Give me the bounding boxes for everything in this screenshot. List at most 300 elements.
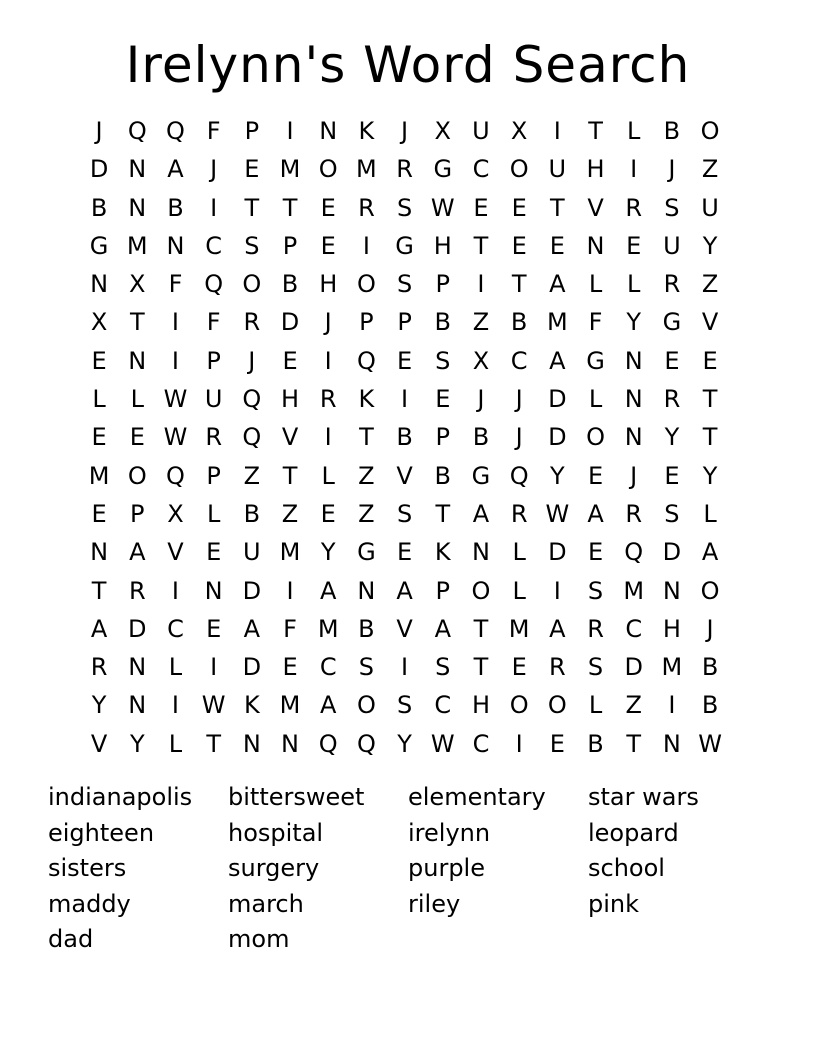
grid-letter: U xyxy=(548,155,567,184)
grid-letter: T xyxy=(702,423,718,452)
grid-letter: G xyxy=(586,346,605,375)
grid-letter: Y xyxy=(702,231,718,260)
grid-letter: S xyxy=(664,193,680,222)
grid-letter: E xyxy=(282,346,298,375)
grid-letter: Y xyxy=(664,423,680,452)
grid-letter: C xyxy=(205,231,223,260)
grid-letter: T xyxy=(435,499,451,528)
grid-letter: H xyxy=(662,614,681,643)
grid-letter: Q xyxy=(166,117,185,145)
grid-letter: O xyxy=(356,691,376,720)
grid-letter: L xyxy=(627,117,641,145)
grid-letter: N xyxy=(128,691,147,720)
word-list-item: star wars xyxy=(588,783,699,811)
grid-letter: T xyxy=(129,308,145,337)
grid-letter: T xyxy=(702,385,718,414)
grid-letter: O xyxy=(509,155,529,184)
grid-letter: N xyxy=(90,538,109,567)
grid-letter: B xyxy=(434,308,452,337)
grid-letter: J xyxy=(210,155,218,184)
grid-letter: E xyxy=(320,231,336,260)
grid-letter: N xyxy=(281,729,299,758)
grid-letter: E xyxy=(549,729,565,758)
grid-letter: E xyxy=(702,346,718,375)
grid-letter: N xyxy=(242,729,261,758)
grid-letter: N xyxy=(128,155,147,184)
grid-letter: A xyxy=(167,155,184,184)
grid-letter: N xyxy=(357,576,376,605)
word-list-item: indianapolis xyxy=(48,783,193,811)
grid-letter: E xyxy=(435,385,451,414)
grid-letter: L xyxy=(168,653,183,682)
grid-letter: T xyxy=(473,231,489,260)
grid-letter: I xyxy=(553,576,561,605)
grid-letter: Y xyxy=(702,461,718,490)
word-list-item: irelynn xyxy=(408,818,491,847)
grid-letter: T xyxy=(626,729,642,758)
grid-letter: E xyxy=(664,461,680,490)
grid-letter: U xyxy=(472,117,490,145)
grid-letter: R xyxy=(587,614,604,643)
grid-letter: Z xyxy=(281,499,299,528)
grid-letter: F xyxy=(588,308,603,337)
grid-letter: U xyxy=(243,538,261,567)
grid-letter: I xyxy=(171,308,179,337)
grid-letter: I xyxy=(324,423,332,452)
grid-letter: G xyxy=(471,461,491,490)
grid-letter: N xyxy=(166,231,185,260)
grid-letter: B xyxy=(701,653,719,682)
grid-letter: S xyxy=(435,346,451,375)
grid-letter: W xyxy=(545,499,570,528)
grid-letter: S xyxy=(358,653,375,682)
grid-letter: D xyxy=(548,385,567,414)
word-list-item: sisters xyxy=(48,854,127,882)
grid-letter: C xyxy=(625,614,643,643)
grid-letter: V xyxy=(587,193,604,222)
grid-letter: B xyxy=(358,614,375,643)
grid-letter: U xyxy=(204,385,223,414)
grid-letter: Z xyxy=(701,155,719,184)
grid-letter: Q xyxy=(624,538,644,567)
grid-letter: P xyxy=(206,461,221,490)
grid-letter: V xyxy=(396,461,413,490)
grid-letter: S xyxy=(435,653,451,682)
word-list-item: surgery xyxy=(228,854,320,882)
grid-letter: B xyxy=(90,193,108,222)
word-list-item: mom xyxy=(228,925,290,953)
grid-letter: R xyxy=(396,155,413,184)
grid-letter: D xyxy=(548,423,567,452)
grid-letter: W xyxy=(430,193,455,222)
grid-letter: C xyxy=(167,614,184,643)
grid-letter: M xyxy=(546,308,568,337)
grid-letter: P xyxy=(435,270,451,299)
grid-letter: M xyxy=(623,576,645,605)
grid-letter: M xyxy=(317,614,339,643)
grid-letter: Q xyxy=(318,729,338,758)
word-list xyxy=(48,780,768,958)
grid-letter: V xyxy=(90,729,108,758)
grid-letter: Q xyxy=(242,385,262,414)
grid-letter: A xyxy=(320,691,337,720)
grid-letter: A xyxy=(434,614,451,643)
grid-letter: L xyxy=(512,576,526,605)
grid-letter: W xyxy=(163,423,188,452)
grid-letter: Y xyxy=(626,308,642,337)
grid-letter: R xyxy=(625,193,643,222)
grid-letter: A xyxy=(396,576,413,605)
grid-letter: S xyxy=(244,231,260,260)
grid-letter: A xyxy=(90,614,108,643)
grid-letter: Y xyxy=(397,729,412,758)
grid-letter: H xyxy=(281,385,300,414)
grid-letter: Y xyxy=(550,461,565,490)
grid-letter: K xyxy=(358,385,375,414)
grid-letter: D xyxy=(89,155,109,184)
grid-letter: B xyxy=(281,270,299,299)
grid-letter: Z xyxy=(358,499,375,528)
grid-letter: E xyxy=(397,538,413,567)
grid-letter: E xyxy=(473,193,489,222)
grid-letter: B xyxy=(167,193,184,222)
grid-letter: B xyxy=(434,461,452,490)
grid-letter: M xyxy=(279,155,301,184)
grid-letter: R xyxy=(90,653,108,682)
grid-letter: L xyxy=(206,499,221,528)
word-list-item: eighteen xyxy=(48,818,155,847)
grid-letter: D xyxy=(242,576,262,605)
grid-letter: G xyxy=(662,308,682,337)
grid-letter: I xyxy=(171,346,179,375)
grid-letter: W xyxy=(201,691,226,720)
word-list-item: pink xyxy=(588,889,640,918)
grid-letter: A xyxy=(549,614,566,643)
grid-letter: N xyxy=(128,346,147,375)
grid-letter: L xyxy=(588,385,603,414)
grid-letter: R xyxy=(625,499,643,528)
grid-letter: X xyxy=(472,346,490,375)
grid-letter: W xyxy=(163,385,188,414)
grid-letter: U xyxy=(701,193,719,222)
grid-letter: Q xyxy=(204,270,224,299)
grid-letter: R xyxy=(663,270,681,299)
word-list-item: leopard xyxy=(588,818,679,847)
grid-letter: O xyxy=(586,423,605,452)
grid-letter: L xyxy=(588,691,603,720)
grid-letter: K xyxy=(434,538,451,567)
grid-letter: B xyxy=(663,117,681,145)
grid-letter: A xyxy=(587,499,604,528)
grid-letter: L xyxy=(588,270,603,299)
grid-letter: O xyxy=(700,117,720,145)
grid-letter: M xyxy=(508,614,530,643)
grid-letter: S xyxy=(396,691,413,720)
grid-letter: E xyxy=(282,653,298,682)
grid-letter: Q xyxy=(242,423,262,452)
grid-letter: R xyxy=(128,576,146,605)
grid-letter: G xyxy=(357,538,376,567)
letter-grid xyxy=(80,112,729,763)
grid-letter: Y xyxy=(91,691,107,720)
word-list-item: dad xyxy=(48,925,94,953)
grid-letter: P xyxy=(435,576,451,605)
grid-letter: Q xyxy=(166,461,185,490)
grid-letter: R xyxy=(358,193,375,222)
grid-letter: K xyxy=(358,117,375,145)
grid-letter: B xyxy=(396,423,413,452)
grid-letter: E xyxy=(511,193,527,222)
grid-letter: P xyxy=(282,231,298,260)
grid-letter: E xyxy=(626,231,642,260)
grid-letter: T xyxy=(550,193,565,222)
grid-letter: M xyxy=(661,653,683,682)
grid-letter: N xyxy=(624,423,643,452)
grid-letter: J xyxy=(477,385,485,414)
grid-letter: C xyxy=(319,653,337,682)
grid-letter: Z xyxy=(243,461,261,490)
grid-letter: J xyxy=(515,385,523,414)
grid-letter: X xyxy=(90,308,108,337)
word-list-item: purple xyxy=(408,854,485,882)
grid-letter: G xyxy=(395,231,414,260)
grid-letter: I xyxy=(324,346,332,375)
grid-letter: O xyxy=(509,691,529,720)
grid-letter: I xyxy=(668,691,676,720)
grid-letter: A xyxy=(472,499,490,528)
grid-letter: P xyxy=(435,423,451,452)
grid-letter: B xyxy=(472,423,490,452)
grid-letter: J xyxy=(95,117,103,145)
grid-letter: I xyxy=(210,653,218,682)
grid-letter: W xyxy=(430,729,455,758)
grid-letter: M xyxy=(279,691,301,720)
grid-letter: M xyxy=(126,231,148,260)
grid-letter: Z xyxy=(701,270,719,299)
grid-letter: X xyxy=(434,117,451,145)
grid-letter: R xyxy=(549,653,566,682)
grid-letter: E xyxy=(587,461,604,490)
page-title: Irelynn's Word Search xyxy=(125,36,691,94)
grid-letter: J xyxy=(324,308,332,337)
grid-letter: T xyxy=(588,117,603,145)
grid-letter: N xyxy=(662,576,681,605)
grid-letter: N xyxy=(128,193,147,222)
grid-letter: E xyxy=(549,231,565,260)
grid-letter: N xyxy=(128,653,147,682)
word-list-item: bittersweet xyxy=(228,783,365,811)
grid-letter: S xyxy=(587,653,604,682)
grid-letter: N xyxy=(624,385,643,414)
grid-letter: P xyxy=(130,499,145,528)
grid-letter: J xyxy=(515,423,523,452)
grid-letter: N xyxy=(586,231,605,260)
grid-letter: Z xyxy=(472,308,490,337)
grid-letter: T xyxy=(91,576,107,605)
grid-letter: T xyxy=(282,193,298,222)
grid-letter: I xyxy=(171,576,179,605)
grid-letter: O xyxy=(127,461,147,490)
grid-letter: S xyxy=(396,499,413,528)
grid-letter: O xyxy=(700,576,720,605)
grid-letter: B xyxy=(701,691,719,720)
grid-letter: I xyxy=(630,155,638,184)
grid-letter: D xyxy=(662,538,682,567)
grid-letter: S xyxy=(664,499,680,528)
grid-letter: E xyxy=(320,193,336,222)
grid-letter: N xyxy=(624,346,643,375)
grid-letter: S xyxy=(396,270,413,299)
grid-letter: C xyxy=(434,691,452,720)
word-list-item: march xyxy=(228,889,304,918)
grid-letter: F xyxy=(283,614,297,643)
grid-letter: E xyxy=(244,155,260,184)
grid-letter: B xyxy=(510,308,528,337)
grid-letter: R xyxy=(243,308,261,337)
grid-letter: J xyxy=(248,346,256,375)
grid-letter: B xyxy=(243,499,261,528)
grid-letter: A xyxy=(243,614,261,643)
grid-letter: I xyxy=(515,729,523,758)
grid-letter: X xyxy=(129,270,146,299)
word-list-item: elementary xyxy=(408,783,546,811)
grid-letter: N xyxy=(319,117,338,145)
grid-letter: D xyxy=(280,308,300,337)
grid-letter: P xyxy=(359,308,374,337)
grid-letter: D xyxy=(242,653,262,682)
grid-letter: X xyxy=(167,499,184,528)
grid-letter: F xyxy=(206,117,221,145)
grid-letter: Y xyxy=(129,729,145,758)
grid-letter: F xyxy=(206,308,221,337)
grid-letter: A xyxy=(129,538,146,567)
grid-letter: I xyxy=(401,653,409,682)
grid-letter: P xyxy=(244,117,260,145)
grid-letter: T xyxy=(206,729,221,758)
grid-letter: M xyxy=(88,461,110,490)
grid-letter: O xyxy=(471,576,491,605)
grid-letter: V xyxy=(396,614,413,643)
grid-letter: A xyxy=(549,270,566,299)
grid-letter: D xyxy=(128,614,147,643)
grid-letter: N xyxy=(90,270,109,299)
grid-letter: F xyxy=(168,270,183,299)
grid-letter: W xyxy=(698,729,722,758)
word-list-item: maddy xyxy=(48,889,131,918)
grid-letter: T xyxy=(282,461,298,490)
grid-letter: E xyxy=(664,346,680,375)
word-list-item: hospital xyxy=(228,818,324,847)
grid-letter: V xyxy=(701,308,719,337)
grid-letter: S xyxy=(587,576,604,605)
grid-letter: G xyxy=(89,231,109,260)
grid-letter: D xyxy=(548,538,567,567)
grid-letter: M xyxy=(356,155,377,184)
grid-letter: C xyxy=(472,155,490,184)
grid-letter: N xyxy=(662,729,681,758)
grid-letter: K xyxy=(243,691,260,720)
grid-letter: A xyxy=(320,576,337,605)
grid-letter: M xyxy=(279,538,301,567)
grid-letter: I xyxy=(553,117,561,145)
grid-letter: T xyxy=(359,423,374,452)
grid-letter: C xyxy=(510,346,528,375)
grid-letter: L xyxy=(168,729,183,758)
grid-letter: P xyxy=(397,308,412,337)
grid-letter: Z xyxy=(625,691,642,720)
grid-letter: I xyxy=(477,270,485,299)
grid-letter: Y xyxy=(320,538,336,567)
grid-letter: L xyxy=(703,499,717,528)
grid-letter: L xyxy=(321,461,335,490)
grid-letter: J xyxy=(401,117,409,145)
grid-letter: I xyxy=(286,117,294,145)
grid-letter: U xyxy=(663,231,681,260)
grid-letter: E xyxy=(320,499,336,528)
grid-letter: I xyxy=(401,385,409,414)
grid-letter: Q xyxy=(509,461,529,490)
grid-letter: R xyxy=(205,423,222,452)
grid-letter: X xyxy=(510,117,528,145)
grid-letter: E xyxy=(397,346,413,375)
grid-letter: R xyxy=(663,385,681,414)
grid-letter: E xyxy=(91,346,107,375)
grid-letter: R xyxy=(319,385,337,414)
grid-letter: L xyxy=(512,538,526,567)
grid-letter: E xyxy=(511,231,527,260)
grid-letter: Q xyxy=(356,729,376,758)
grid-letter: Q xyxy=(127,117,147,145)
grid-letter: I xyxy=(210,193,218,222)
grid-letter: L xyxy=(92,385,106,414)
word-list-item: school xyxy=(588,854,665,882)
grid-letter: H xyxy=(433,231,452,260)
grid-letter: E xyxy=(511,653,527,682)
grid-letter: J xyxy=(668,155,676,184)
grid-letter: G xyxy=(433,155,453,184)
grid-letter: T xyxy=(244,193,260,222)
grid-letter: O xyxy=(318,155,338,184)
grid-letter: V xyxy=(281,423,299,452)
grid-letter: V xyxy=(167,538,184,567)
grid-letter: I xyxy=(171,691,179,720)
grid-letter: E xyxy=(129,423,145,452)
grid-letter: H xyxy=(319,270,338,299)
grid-letter: I xyxy=(362,231,370,260)
grid-letter: R xyxy=(510,499,528,528)
grid-letter: D xyxy=(624,653,643,682)
grid-letter: E xyxy=(206,538,222,567)
grid-letter: T xyxy=(473,614,489,643)
grid-letter: Z xyxy=(358,461,375,490)
grid-letter: J xyxy=(706,614,714,643)
grid-letter: N xyxy=(204,576,223,605)
grid-letter: T xyxy=(473,653,489,682)
grid-letter: L xyxy=(130,385,144,414)
grid-letter: O xyxy=(356,270,376,299)
grid-letter: S xyxy=(396,193,413,222)
grid-letter: P xyxy=(206,346,221,375)
grid-letter: A xyxy=(701,538,719,567)
word-list-item: riley xyxy=(408,889,461,918)
grid-letter: H xyxy=(471,691,490,720)
grid-letter: L xyxy=(627,270,641,299)
grid-letter: T xyxy=(511,270,527,299)
grid-letter: E xyxy=(587,538,604,567)
grid-letter: A xyxy=(549,346,566,375)
grid-letter: E xyxy=(91,423,107,452)
grid-letter: B xyxy=(587,729,604,758)
